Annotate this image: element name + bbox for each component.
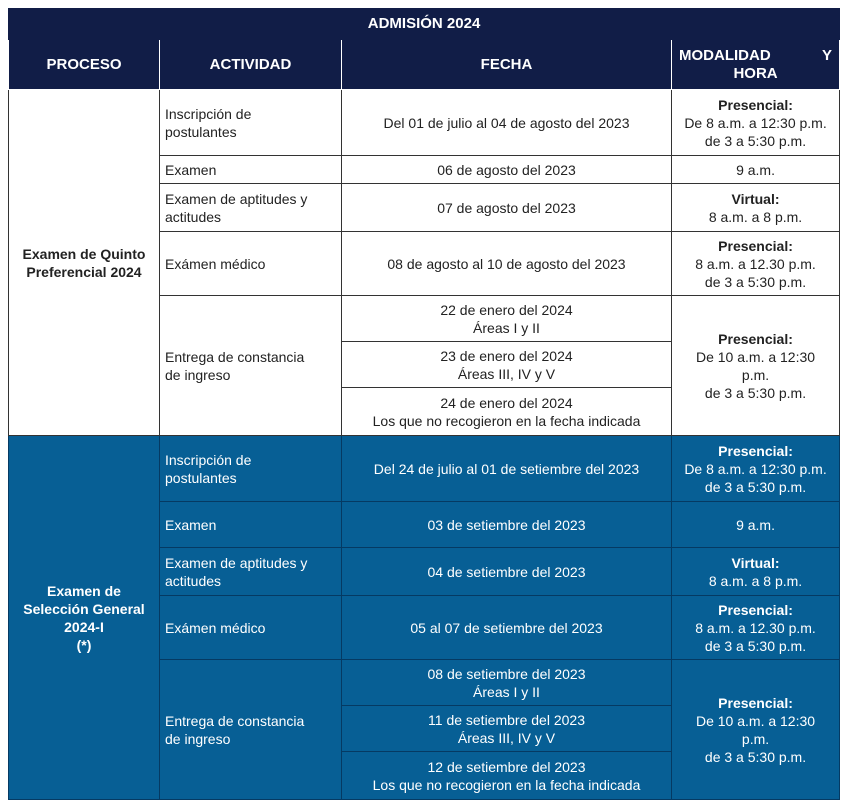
fecha-cell: Del 24 de julio al 01 de setiembre del 2023 <box>342 436 672 502</box>
header-row <box>9 40 840 90</box>
actividad-cell: Exámen médico <box>160 596 342 660</box>
fecha-line: Los que no recogieron en la fecha indicada <box>372 412 641 429</box>
table-row <box>9 436 840 502</box>
actividad-cell <box>160 436 342 502</box>
fecha-line: Los que no recogieron en la fecha indicada <box>372 776 641 793</box>
actividad-line: Entrega de constancia <box>165 348 305 365</box>
modalidad-cell <box>672 232 840 296</box>
proceso-line: 2024-I <box>64 618 104 635</box>
fecha-cell <box>342 706 672 752</box>
fecha-cell: 04 de setiembre del 2023 <box>342 548 672 596</box>
hora-line: de 3 a 5:30 p.m. <box>704 478 807 495</box>
hora-line: De 10 a.m. a 12:30 <box>695 348 816 365</box>
fecha-cell: 06 de agosto del 2023 <box>342 156 672 184</box>
fecha-line: Áreas I y II <box>473 683 540 700</box>
actividad-line: de ingreso <box>165 730 231 747</box>
fecha-line: 08 de setiembre del 2023 <box>427 665 586 682</box>
actividad-cell <box>160 184 342 232</box>
actividad-cell: Examen <box>160 502 342 548</box>
hora-line: de 3 a 5:30 p.m. <box>704 637 807 654</box>
modalidad-label: Presencial: <box>718 330 793 347</box>
fecha-line: Áreas III, IV y V <box>457 365 556 382</box>
hora-line: de 3 a 5:30 p.m. <box>704 132 807 149</box>
fecha-cell <box>342 660 672 706</box>
title-row <box>9 9 840 40</box>
actividad-cell: Examen <box>160 156 342 184</box>
modalidad-label: Virtual: <box>731 190 780 207</box>
fecha-line: Áreas I y II <box>473 319 540 336</box>
modalidad-label: Presencial: <box>718 96 793 113</box>
fecha-line: 11 de setiembre del 2023 <box>428 711 585 728</box>
hora-cell: 9 a.m. <box>672 502 840 548</box>
actividad-cell <box>160 548 342 596</box>
proceso-line: Examen de <box>47 582 121 599</box>
hora-cell: 9 a.m. <box>672 156 840 184</box>
header-modalidad: MODALIDAD <box>679 46 771 64</box>
actividad-cell <box>160 90 342 156</box>
fecha-cell <box>342 296 672 342</box>
actividad-line: actitudes <box>165 572 222 589</box>
fecha-line: 12 de setiembre del 2023 <box>427 758 586 775</box>
hora-line: de 3 a 5:30 p.m. <box>704 273 807 290</box>
actividad-line: Examen de aptitudes y <box>165 190 308 207</box>
modalidad-cell <box>672 436 840 502</box>
actividad-line: postulantes <box>165 123 237 140</box>
fecha-line: 24 de enero del 2024 <box>440 394 573 411</box>
hora-line: de 3 a 5:30 p.m. <box>704 748 807 765</box>
modalidad-label: Presencial: <box>718 601 793 618</box>
hora-line: De 8 a.m. a 12:30 p.m. <box>684 460 827 477</box>
modalidad-cell <box>672 90 840 156</box>
modalidad-cell <box>672 296 840 436</box>
fecha-line: Áreas III, IV y V <box>457 729 556 746</box>
fecha-cell: 05 al 07 de setiembre del 2023 <box>342 596 672 660</box>
fecha-cell: 08 de agosto al 10 de agosto del 2023 <box>342 232 672 296</box>
header-hora: HORA <box>733 64 778 82</box>
actividad-cell <box>160 296 342 436</box>
proceso-quinto <box>9 90 160 436</box>
actividad-cell <box>160 660 342 800</box>
fecha-cell: 07 de agosto del 2023 <box>342 184 672 232</box>
actividad-cell: Exámen médico <box>160 232 342 296</box>
hora-line: 8 a.m. a 8 p.m. <box>708 208 803 225</box>
hora-line: 8 a.m. a 12.30 p.m. <box>695 619 816 636</box>
actividad-line: Entrega de constancia <box>165 712 305 729</box>
header-y: Y <box>822 46 833 64</box>
fecha-cell <box>342 752 672 800</box>
modalidad-cell <box>672 660 840 800</box>
header-fecha: FECHA <box>342 40 672 90</box>
table-title: ADMISIÓN 2024 <box>9 9 840 40</box>
modalidad-label: Presencial: <box>718 694 793 711</box>
fecha-cell <box>342 388 672 436</box>
actividad-line: Examen de aptitudes y <box>165 554 308 571</box>
actividad-line: de ingreso <box>165 366 231 383</box>
fecha-line: 22 de enero del 2024 <box>440 301 573 318</box>
modalidad-label: Presencial: <box>718 237 793 254</box>
actividad-line: postulantes <box>165 469 237 486</box>
modalidad-cell <box>672 548 840 596</box>
fecha-cell: 03 de setiembre del 2023 <box>342 502 672 548</box>
fecha-cell <box>342 342 672 388</box>
fecha-cell: Del 01 de julio al 04 de agosto del 2023 <box>342 90 672 156</box>
modalidad-cell <box>672 596 840 660</box>
modalidad-label: Presencial: <box>718 442 793 459</box>
proceso-line: Preferencial 2024 <box>26 263 142 280</box>
header-actividad: ACTIVIDAD <box>160 40 342 90</box>
hora-line: 8 a.m. a 8 p.m. <box>708 572 803 589</box>
admission-schedule <box>8 8 839 799</box>
hora-line: p.m. <box>741 730 770 747</box>
modalidad-cell <box>672 184 840 232</box>
proceso-line: (*) <box>76 636 92 653</box>
hora-line: 8 a.m. a 12.30 p.m. <box>695 255 816 272</box>
hora-line: De 10 a.m. a 12:30 <box>695 712 816 729</box>
hora-line: de 3 a 5:30 p.m. <box>704 384 807 401</box>
fecha-line: 23 de enero del 2024 <box>440 347 573 364</box>
actividad-line: Inscripción de <box>165 451 252 468</box>
schedule-table <box>8 8 840 800</box>
header-modalidad-hora <box>672 40 840 90</box>
modalidad-label: Virtual: <box>731 554 780 571</box>
proceso-line: Examen de Quinto <box>22 245 146 262</box>
actividad-line: actitudes <box>165 208 222 225</box>
header-proceso: PROCESO <box>9 40 160 90</box>
proceso-line: Selección General <box>23 600 145 617</box>
actividad-line: Inscripción de <box>165 105 252 122</box>
hora-line: De 8 a.m. a 12:30 p.m. <box>684 114 827 131</box>
table-row <box>9 90 840 156</box>
hora-line: p.m. <box>741 366 770 383</box>
proceso-general <box>9 436 160 800</box>
